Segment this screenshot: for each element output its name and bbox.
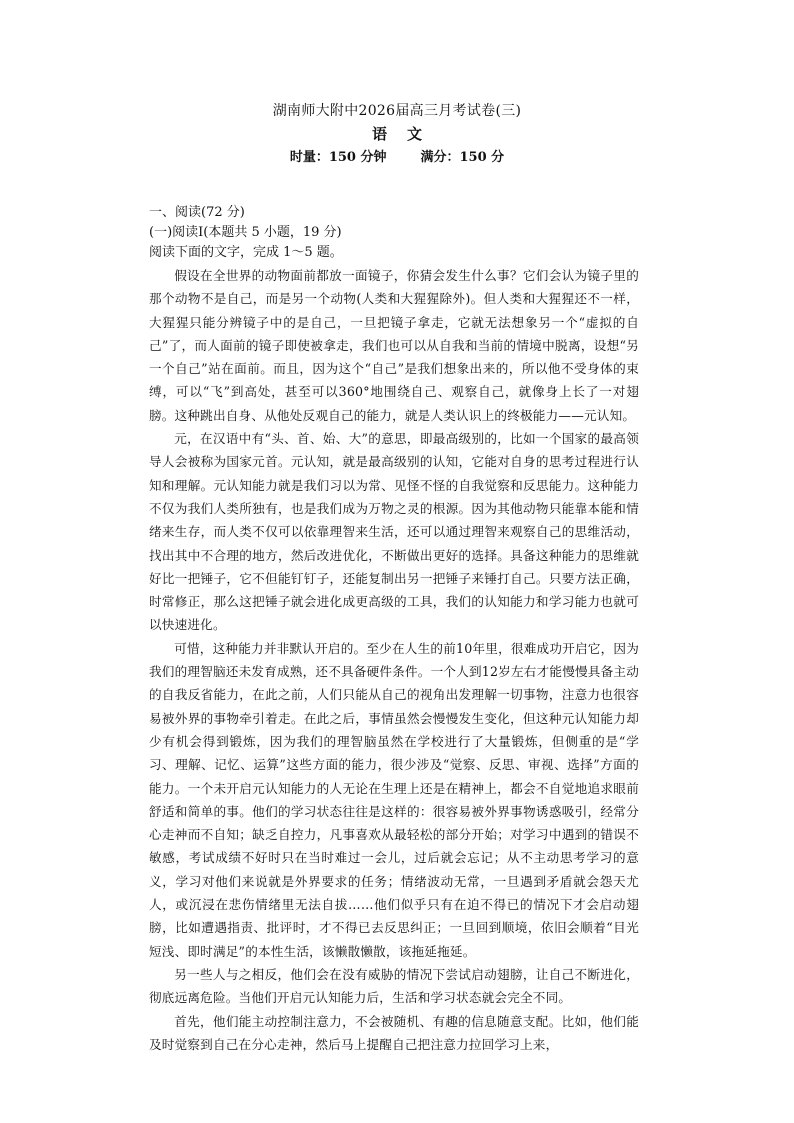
exam-header [0, 100, 794, 170]
subsection-title: (一)阅读Ⅰ(本题共 5 小题，19 分) [149, 225, 342, 240]
reading-instruction: 阅读下面的文字，完成 1～5 题。 [149, 245, 343, 260]
passage-paragraph: 元，在汉语中有“头、首、始、大”的意思，即最高级别的，比如一个国家的最高领导人会被称为国家元首。元认知，就是最高级别的认知，它能对自身的思考过程进行认知和理解。元认知能力就是我们习以为常、见怪不怪的自我觉察和反思能力。这种能力不仅为我们人类所独有，也是我们成为万物之灵的根源。因为其他动物只能靠本能和情绪来生存，而人类不仅可以依靠理智来生活，还可以通过理智来观察自己的思维活动，找出其中不合理的地方，然后改进优化，不断做出更好的选择。具备这种能力的思维就好比一把锤子，它不但能钉钉子，还能复制出另一把锤子来锤打自己。只要方法正确，时常修正，那么这把锤子就会进化成更高级的工具，我们的认知能力和学习能力也就可以快速进化。 [149, 431, 639, 633]
full-score: 满分：150 分 [420, 150, 505, 165]
passage-paragraph: 可惜，这种能力并非默认开启的。至少在人生的前10年里，很难成功开启它，因为我们的理智脑还未发育成熟，还不具备硬件条件。一个人到12岁左右才能慢慢具备主动的自我反省能力，在此之前，人们只能从自己的视角出发理解一切事物，注意力也很容易被外界的事物牵引着走。在此之后，事情虽然会慢慢发生变化，但这种元认知能力却少有机会得到锻炼，因为我们的理智脑虽然在学校进行了大量锻炼，但侧重的是“学习、理解、记忆、运算”这些方面的能力，很少涉及“觉察、反思、审视、选择”方面的能力。一个未开启元认知能力的人无论在生理上还是在精神上，都会不自觉地追求眼前舒适和简单的事。他们的学习状态往往是这样的：很容易被外界事物诱惑吸引，经常分心走神而不自知；缺乏自控力，凡事喜欢从最轻松的部分开始；对学习中遇到的错误不敏感，考试成绩不好时只在当时难过一会儿，过后就会忘记；从不主动思考学习的意义，学习对他们来说就是外界要求的任务；情绪波动无常，一旦遇到矛盾就会怨天尤人，或沉浸在悲伤情绪里无法自拔……他们似乎只有在迫不得已的情况下才会启动翅膀，比如遭遇指责、批评时，才不得已去反思纠正；一旦回到顺境，依旧会顺着“目光短浅、即时满足”的本性生活，该懒散懒散，该拖延拖延。 [149, 640, 639, 959]
time-limit: 时量：150 分钟 [289, 150, 387, 165]
exam-title: 湖南师大附中2026届高三月考试卷(三) [272, 103, 522, 119]
exam-meta [0, 146, 794, 170]
passage-paragraph: 首先，他们能主动控制注意力，不会被随机、有趣的信息随意支配。比如，他们能及时觉察到自己在分心走神，然后马上提醒自己把注意力拉回学习上来， [149, 1013, 639, 1052]
passage-paragraph: 假设在全世界的动物面前都放一面镜子，你猜会发生什么事？它们会认为镜子里的那个动物不是自己，而是另一个动物(人类和大猩猩除外)。但人类和大猩猩还不一样，大猩猩只能分辨镜子中的是自己，一旦把镜子拿走，它就无法想象另一个“虚拟的自己”了，而人面前的镜子即使被拿走，我们也可以从自我和当前的情境中脱离，设想“另一个自己”站在面前。而且，因为这个“自己”是我们想象出来的，所以他不受身体的束缚，可以“飞”到高处，甚至可以360°地围绕自己、观察自己，就像身上长了一对翅膀。这种跳出自身、从他处反观自己的能力，就是人类认识上的终极能力——元认知。 [149, 268, 639, 423]
subject-title: 语文 [371, 125, 442, 143]
exam-content [149, 203, 639, 1056]
passage-paragraph: 另一些人与之相反，他们会在没有威胁的情况下尝试启动翅膀，让自己不断进化，彻底远离危险。当他们开启元认知能力后，生活和学习状态就会完全不同。 [149, 966, 639, 1006]
section-title: 一、阅读(72 分) [149, 205, 245, 220]
